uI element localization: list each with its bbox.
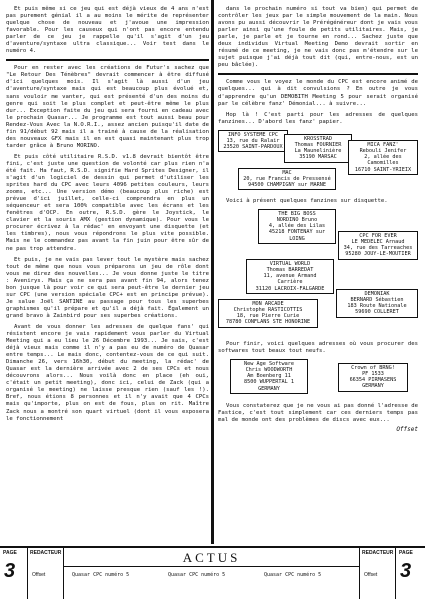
divider-rule [218, 73, 418, 75]
address-box [338, 363, 408, 392]
address-line: DEMONIAK [364, 290, 390, 297]
address-line: 16710 SAINT-YRIEIX [354, 166, 412, 173]
article-paragraph: Et puis même si ce jeu qui est déjà vieux de 4 ans n'est pas purement génial il a au moins le mérite de représenter quelque chose de nouveau et j'avoue une impression favorable. Pour les causeux qui n'ont pas encore entendu parler de ce jeu je rappelle qu'il s'agit d'un jeu d'aventure/syntaxe ultra classique... Voir test dans le numéro 4. [6, 6, 209, 55]
address-line: 66354 PIRMASENS [349, 377, 397, 384]
address-line: BERNARD Sébastien [350, 296, 404, 303]
address-line: 183 Route Nationale [347, 303, 407, 310]
page-label: PAGE [399, 550, 413, 556]
address-line: 59690 COLLERET [355, 309, 399, 316]
address-line: 31120 LACROIX-FALGARDE [255, 285, 325, 292]
section-title: ACTUS [64, 550, 359, 567]
section-cell [64, 548, 360, 599]
address-line: 78780 CONFLANS STE HONORINE [225, 319, 311, 326]
address-line: THE BIG BOSS [278, 210, 316, 217]
redacteur-name: Offset [32, 572, 46, 578]
address-line: 4, allée des Lilas [268, 223, 326, 230]
article-paragraph: Pour en rester avec les créations de Futur's sachez que "Le Retour Des Ténèbres" devrait commencer à être diffusé d'ici quelques mois. Il s'agit là aussi d'un jeu d'aventure/syntaxe mais qui est beaucoup plus évolué et, sans vouloir me vanter, qui est présenté d'un des moins du genre qui soit le plus complet et peut-être même le plus dur... Exception faite du jeu qui sera fourni en cadeau avec le prochain Quasar... Je programme est tout aussi beau pour Rendez-Vous Avec la N.O.R.I., assez ancien puisqu'il date de fin 91/début 92 mais il a trainé à cause de la réalisation des nouveaux GFX mais il en est quasi maintenant plus trop tarder grâce à Bruno MORINO. [6, 65, 209, 149]
column-divider [211, 0, 214, 544]
address-box [238, 168, 336, 191]
article-paragraph: Et puis côté utilitaire R.S.D. v1.8 devrait bientôt être fini, c'est juste une question de volonté car plus rien n'a été fait. Ha faut, R.S.D. signifie Hard Sprites Designer, il s'agit d'un logiciel de dessin qui permet d'utiliser les sprites hard du CPC avec leurs 4096 petites couleurs, leurs zooms, etc... Une version démo (beaucoup plus riche) est prévue d'ici juillet, celle-ci comprendra en plus un séquenceur et sera 100% compatible avec les écrans et les fenêtres d'OCP. En outre, R.S.D. gère le Joystick, le clavier et la souris AMX (gestion dynamique). Pour vous le procurer écrivez à la rédac' en envoyant une disquette (et les timbres), nous vous répondrons le plus vite possible. Mais ne le commandez pas avant la fin juin pour être sûr de ne pas trop attendre. [6, 153, 209, 252]
page-number: 3 [4, 560, 16, 582]
address-line: LE MEDELEC Arnaud [351, 238, 405, 245]
address-line: 13, rue du Ralair [226, 137, 280, 144]
address-line: Chris WOODWORTH [245, 367, 293, 374]
address-line: Rebouli Jenifer [359, 147, 407, 154]
redacteur-label: REDACTEUR [362, 550, 394, 556]
issue-label-left: Quasar CPC numéro 5 [72, 572, 130, 578]
article-paragraph: Voici à présent quelques fanzines sur disquette. [226, 197, 388, 204]
address-line: 45218 FONTENAY sur LOING [268, 229, 326, 242]
address-line: NORDINO Bruno [276, 216, 318, 223]
address-line: MON ARCADE [252, 300, 284, 307]
address-line: La Maunelinière [294, 148, 342, 155]
address-line: 20, rue Francis de Pressensé [243, 175, 331, 182]
address-box [218, 130, 288, 153]
issue-label-center: Quasar CPC numéro 5 [168, 572, 226, 578]
right-column [218, 6, 418, 433]
address-box [258, 209, 336, 244]
address-line: CPC FOR EVER [359, 232, 397, 239]
address-line: 23520 SAINT-PARDOUX [223, 144, 283, 151]
redacteur-cell-right [360, 548, 396, 599]
page-footer [0, 546, 425, 599]
address-box [338, 231, 418, 260]
address-box [348, 140, 418, 175]
redacteur-cell [28, 548, 64, 599]
address-line: Thomas BARREDAT [266, 266, 314, 273]
issue-label-right: Quasar CPC numéro 5 [264, 572, 322, 578]
article-paragraph: dans le prochain numéro si tout va bien) qui permet de contrôler les jeux par le simple mouvement de la main. Nous avons pu aussi découvrir le Prérégénéreur dont je vais vous parler ainsi qu'une foule de petits utilitaires. Mais, je parle, je parle et je tourne en rond... Sachez juste que deux individus Virtual Meeting Demo devrait sortir en résumé de ce meeting, je ne vais donc pas m'étendre sur le sujet puisque j'ai déjà tout dit (qui, entre-nous, est un peu bâclée). [218, 6, 418, 69]
address-line: MICA FANZ' [367, 141, 399, 148]
address-line: VIRTUAL WORLD [269, 260, 311, 267]
author-signature: Offset [396, 425, 418, 433]
address-line: GERMANY [362, 383, 384, 390]
redacteur-label: REDACTEUR [30, 550, 62, 556]
address-box [230, 359, 308, 394]
address-line: 94500 CHAMPIGNY sur MARNE [247, 182, 327, 189]
divider-rule [6, 59, 209, 61]
address-line: Christophe RASTICOTTIS [233, 306, 303, 313]
address-line: 2, allée des Camomilles [364, 154, 402, 167]
address-line: Thomas FOURNIER [294, 141, 342, 148]
address-box [246, 259, 334, 294]
address-line: MAC [282, 169, 292, 176]
address-line: Crown of BRNG! [351, 364, 395, 371]
address-line: 11, avenue Armand Carrière [263, 273, 317, 286]
address-line: Am Boenberg 11 [247, 373, 291, 380]
address-line: 35190 MARSAC [299, 154, 337, 161]
page-number: 3 [400, 560, 412, 582]
page-number-cell [0, 548, 28, 599]
address-box [284, 134, 352, 163]
article-paragraph: Avant de vous donner les adresses de quelque fans' qui résistent encore je vais rapidement vous parler du Virtual Meeting qui a eu lieu le 26 Décembre 1993... Je sais, c'est déjà vieux mais comme il n'y a pas eu de numéro de Quasar entre temps... Le mais donc, contentez-vous de ce qui suit. Dimanche 26, vers 16h30, début du meeting, la rédac' de Quasar est la dernière arrivée avec 2 de ses CPCs et nous découvrons alors... Nous voilà donc en place (eh oui, c'était un petit meeting), donc ici, celui de Zack (qui a organisé le meeting) ne laisse presque rien (sauf les !). Bref, nous étions 8 personnes et il n'y avait que 4 CPCs mais qu'importe, plus on est de fous, plus on rit. Maître Zack nous a montré son quart virtuel (dont il vous exposera le fonctionnement [6, 323, 209, 422]
address-line: 34, rue des Tarreaches [343, 245, 413, 252]
redacteur-name: Offset [364, 572, 378, 578]
address-box [218, 299, 318, 328]
article-paragraph: Et puis, je ne vais pas lever tout le mystère mais sachez tout de même que nous vous préparons un jeu de rôle dont vous me direz des nouvelles... Je vous donne juste le titre : Avenirys. Mais ça ne sera pas avant fin 94, alors tenez bon jusque là pour voir ce qui sera peut-être le dernier jeu sur CPC (une version spéciale CPC+ est en principe prévue). Je salue Joël SANTINE au passage pour tous les superbes graphismes qu'il prépare et qu'il a déjà fait. Également un grand bravo à Zainbird pour ses superbes créations. [6, 256, 209, 319]
page-label: PAGE [3, 550, 17, 556]
article-paragraph: Hop là ! C'est parti pour les adresses de quelques fanzines... D'abord les fanz' papier. [218, 111, 418, 125]
address-line: New Age Software [244, 360, 294, 367]
address-line: PF 1533 [362, 371, 384, 378]
address-line: INFO SYSTEME CPC [228, 131, 278, 138]
disk-fanzine-addresses [218, 209, 418, 341]
software-addresses [218, 359, 418, 403]
address-line: GERMANY [258, 385, 280, 392]
article-paragraph: Pour finir, voici quelques adresses où vous procurer des softwares tout beaux tout neufs. [218, 340, 418, 354]
article-paragraph: Comme vous le voyez le monde du CPC est encore animé de quelques... qui à dit convulsions ? En outre je vous d'apprendre qu'un DEMOBITH Meeting 5 pour serait organisé par le célèbre fanz' Démonial... à suivre... [218, 79, 418, 107]
address-line: 8500 WUPPERTAL 1 [244, 379, 294, 386]
address-line: 18, rue Pierre Curie [236, 313, 300, 320]
page-number-cell-right [396, 548, 425, 599]
left-column [6, 6, 209, 427]
paper-fanzine-addresses [218, 130, 418, 198]
address-line: 95280 JOUY-LE-MOUTIER [345, 251, 411, 258]
article-paragraph: Vous constaterez que je ne vous ai pas donné l'adresse de Fastice, c'est tout simplement car ces derniers temps pas mal de monde ont des problèmes de discs avec eux... [218, 402, 418, 423]
address-line: KROSSTRAD [303, 135, 333, 142]
address-box [336, 289, 418, 318]
